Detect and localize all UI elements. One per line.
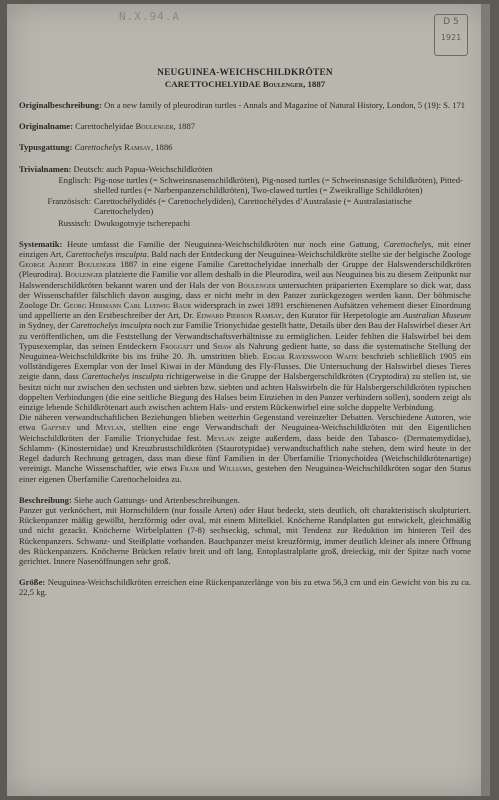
page-title: NEUGUINEA-WEICHSCHILDKRÖTEN xyxy=(157,68,333,78)
binding-edge xyxy=(481,4,490,796)
groesse-text: Neuguinea-Weichschildkröten erreichen eine Rückenpanzerlänge von bis zu etwa 56,3 cm und ein Gewicht von bis zu ca. 22,5 kg. xyxy=(19,577,471,598)
original-name-author: Boulenger xyxy=(135,121,174,132)
trivial-name-lang: Englisch: xyxy=(58,174,91,185)
type-genus-author: Ramsay xyxy=(124,142,151,153)
beschreibung-section xyxy=(19,495,471,566)
trivial-names xyxy=(19,164,471,228)
page-subtitle xyxy=(19,79,471,90)
type-genus-year: , 1886 xyxy=(150,142,173,153)
type-genus-label: Typusgattung: xyxy=(19,142,73,153)
trivial-name-row xyxy=(19,175,471,195)
groesse-label: Größe: xyxy=(19,577,46,588)
original-description-label: Originalbeschreibung: xyxy=(19,100,102,110)
beschreibung-text: Panzer gut verknöchert, mit Hornschildern (nur fossile Arten) oder Haut bedeckt, stets deutlich, oft charakteristisch skulpturiert. Rückenpanzer mäßig gewölbt, herzförmig oder oval, mit einem Mittelkiel. Knöcherne Randplatten gut entwickelt, gleichmäßig und nicht gezackt. Knöcherne Wirbelplatten (7-8) sechseckig, schmal, mit Tendenz zur Reduktion im hinteren Teil des Rückenpanzers. Schwanz- und Steißplatte vorhanden. Bauchpanzer meist kreuzförmig, immer deutlich kleiner als innere Öffnung des Rückenpanzers. Knöcherne Brücken relativ breit und oft lang. Entoplastralplatte groß, dreieckig, mit der Spitze nach vorne gerichtet. Innere Nasenöffnungen sehr groß. xyxy=(19,504,471,566)
groesse-section xyxy=(19,577,471,597)
pencil-margin-note: N.X.94.A xyxy=(119,10,180,23)
trivial-name-row xyxy=(19,218,471,228)
systematik-paragraph-1: Systematik: Heute umfasst die Familie der Neuguinea-Weichschildkröten nur noch eine Gattung, Carettochelys, mit einer einzigen Art, Carettochelys insculpta. Bald nach der Entdeckung der Neuguinea-Weichschildkröte stellte sie der belgische Zoologe George Albert Boulenger 1887 in eine eigene Familie Carettochelyidae innerhalb der Gruppe der Halswenderschildkröten (Pleurodira). Boulenger platzierte die Familie vor allem deshalb in die Pleurodira, weil aus Neuguinea bis zu diesem Zeitpunkt nur Halswenderschildkröten bekannt waren und der Hals der von Boulenger untersuchten präparierten Exemplare so dick war, dass der Wissenschaftler fälschlich davon ausging, dass er nicht mehr in den Panzer zurückgezogen werden kann. Der böhmische Zoologe Dr. Georg Hermann Carl Ludwig Baur widersprach in zwei 1891 erschienenen Aufsätzen vehement dieser Einordnung und appellierte an den Erstbeschreiber der Art, Dr. Edward Pierson Ramsay, den Kurator für Herpetologie am Australian Museum in Sydney, der Carettochelys insculpta noch zur Familie Trionychidae gestellt hatte, Details über den Bau der Halswirbel dieser Art zu veröffentlichen, um die Feststellung der Verwandtschaftsverhältnisse zu ermöglichen. Leider fehlten die Halswirbel bei dem Typusexemplar, das seinen Entdeckern Froggatt und Shaw als Nahrung gedient hatte, so dass die systematische Stellung der Neuguinea-Weichschildkröte bis ins frühe 20. Jh. umstritten blieb. Edgar Ravenswood Waite beschrieb schließlich 1905 ein vollständigeres Exemplar von der Insel Kiwai in der Mündung des Fly-Flusses. Die Untersuchung der Halswirbel dieses Tieres zeigte dann, dass Carettochelys insculpta richtigerweise in die Gruppe der Halsbergerschildkröten (Cryptodira) zu stellen ist, sie besitzt nicht nur zwischen den sechsten und siebten bzw. siebten und achten Halswirbeln die für Halsbergerschildkröten typischen doppelten Verbindungen (die eine seitliche Biegung des Halses beim Einziehen in den Panzer verhindern sollen), sondern zeigt als einzige lebende Schildkrötenart auch zwischen achtem Hals- und erstem Rückenwirbel eine solche doppelte Verbindung. xyxy=(19,238,472,413)
family-name: CARETTOCHELYIDAE xyxy=(164,79,261,89)
type-genus xyxy=(19,142,471,152)
systematik-section xyxy=(19,239,471,484)
trivial-name-lang: Französisch: xyxy=(47,196,91,207)
trivial-name-lang: Russisch: xyxy=(58,217,91,228)
trivial-name-row xyxy=(19,164,471,174)
beschreibung-label: Beschreibung: xyxy=(19,494,72,505)
stamp-line: D 5 xyxy=(443,17,459,27)
original-name xyxy=(19,121,471,131)
trivial-name-value: Carettochélydidés (= Carettochelydiden), Carettochélydes d’Australasie (= Australasiatische Carettochelyden) xyxy=(94,196,412,217)
trivial-name-value: Dwukogotnyje tscherepachi xyxy=(94,217,191,228)
systematik-paragraph-2: Die näheren verwandtschaftlichen Beziehungen blieben weiterhin Gegenstand vereinzelter Debatten. Verschiedene Autoren, wie etwa Gaffney und Meylan, stellten eine enge Verwandtschaft der Neuguinea-Weichschildkröten mit den Eigentlichen Weichschildkröten der Familie Trionychidae fest. Meylan zeigte außerdem, dass beide den Tabasco- (Dermatemydidae), Schlamm- (Kinosternidae) und Kreuzbrustschildkröten (Staurotypidae) verwandtschaftlich nahe stehen, dem wird heute in der Regel dadurch Rechnung getragen, dass man diese fünf Familien in der Überfamilie Trionychoidea (Weichschildkrötenartige) vereinigt. Manche Wissenschaftler, wie etwa Frair und Williams, gestehen den Neuguinea-Weichschildkröten sogar den Status einer eigenen Überfamilie Carettocheloidea zu. xyxy=(19,412,472,484)
document-body xyxy=(19,68,471,609)
stamp-number: 1921 xyxy=(440,33,462,42)
original-name-year: , 1887 xyxy=(173,121,196,132)
trivial-name-row xyxy=(19,196,471,216)
library-stamp xyxy=(434,14,468,56)
document-page xyxy=(7,4,490,796)
original-description-text: On a new family of pleurodiran turtles - Annals and Magazine of Natural History, London, 5 (19): S. 171 xyxy=(104,100,466,110)
type-genus-name: Carettochelys xyxy=(74,142,122,153)
trivial-name-value: Pig-nose turtles (= Schweinsnasenschildkröten), Pig-nosed turtles (= Schweinsnasige Schildkröten), Pitted-shelled turtles (= Narbenpanzerschildkröten), Two-clawed turtles (= Zweikrallige Schildkröten) xyxy=(94,174,463,196)
family-year: , 1887 xyxy=(303,79,326,89)
original-name-label: Originalname: xyxy=(19,121,73,132)
family-author: Boulenger xyxy=(262,79,304,89)
beschreibung-intro: Siehe auch Gattungs- und Artenbeschreibungen. xyxy=(74,494,240,505)
trivial-names-label: Trivialnamen: Deutsch: auch Papua-Weichschildkröten xyxy=(19,163,213,174)
original-description xyxy=(19,100,471,110)
original-name-text: Carettochelyidae xyxy=(75,121,134,132)
